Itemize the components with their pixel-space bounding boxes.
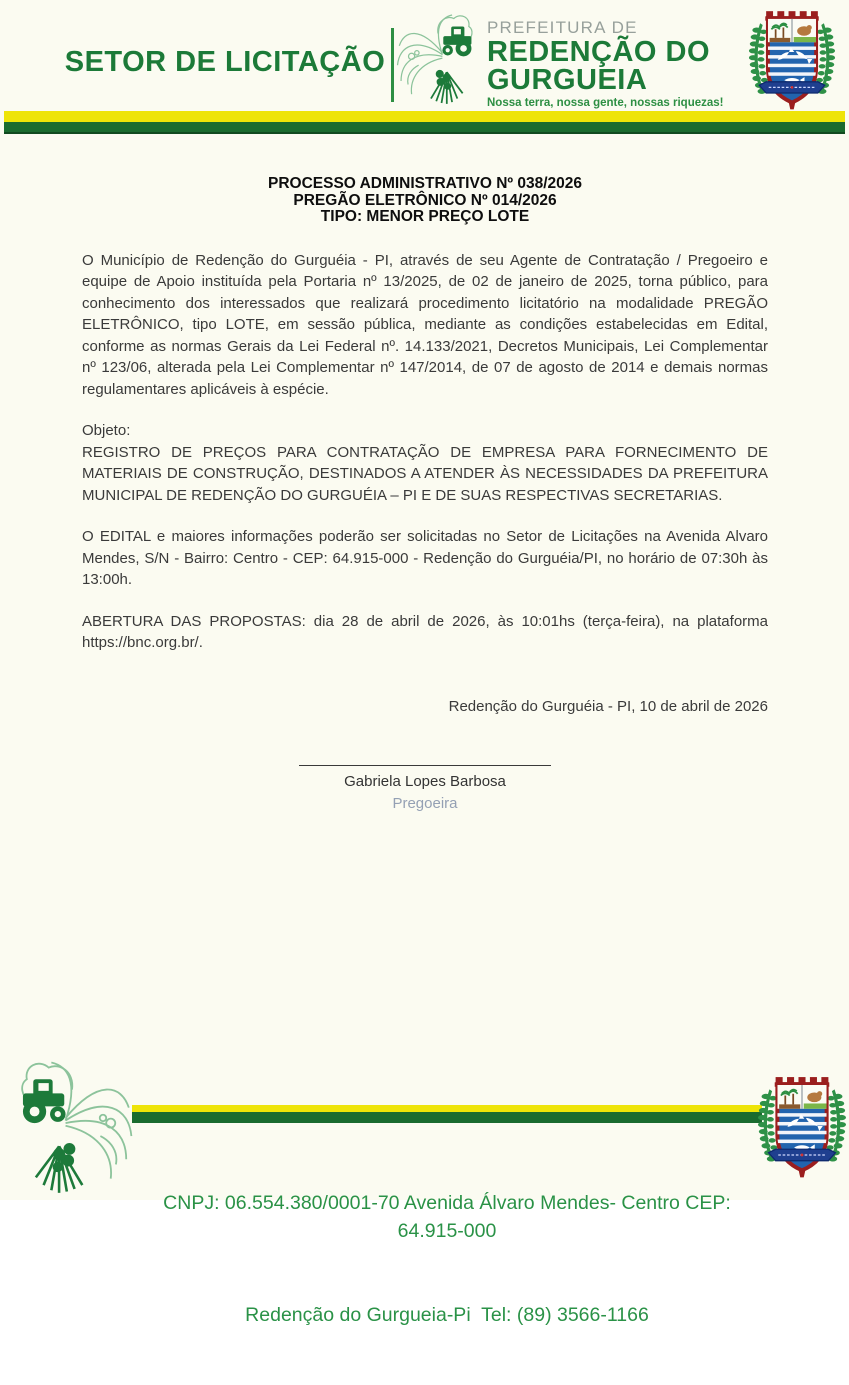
footer-city-phone: Redenção do Gurgueia-Pi Tel: (89) 3566-1166: [245, 1304, 649, 1326]
signature-line: [299, 765, 551, 766]
intro-paragraph: O Município de Redenção do Gurguéia - PI, através de seu Agente de Contratação / Pregoeiro e equipe de Apoio instituída pela Portaria nº 13/2025, de 02 de janeiro de 2025, torna público, para conhecimento dos interessados que realizará procedimento licitatório na modalidade PREGÃO ELETRÔNICO, tipo LOTE, em sessão pública, mediante as condições estabelecidas em Edital, conforme as normas Gerais da Lei Federal nº. 14.133/2021, Decretos Municipais, Lei Complementar nº 123/06, alterada pela Lei Complementar nº 147/2014, de 07 de agosto de 2014 e demais normas regulamentares aplicáveis à espécie.: [82, 251, 768, 398]
logo-slogan: Nossa terra, nossa gente, nossas riquezas!: [487, 97, 724, 109]
municipal-coat-of-arms-icon: [744, 6, 840, 118]
date-line: Redenção do Gurguéia - PI, 10 de abril de 2026: [448, 697, 768, 715]
object-text: REGISTRO DE PREÇOS PARA CONTRATAÇÃO DE EMPRESA PARA FORNECIMENTO DE MATERIAIS DE CONSTRUÇÃO, DESTINADOS A ATENDER ÀS NECESSIDADES DA PREFEITURA MUNICIPAL DE REDENÇÃO DO GURGUÉIA – PI E DE SUAS RESPECTIVAS SECRETARIAS.: [82, 443, 768, 504]
footer-cnpj-address: CNPJ: 06.554.380/0001-70 Avenida Álvaro Mendes- Centro CEP: 64.915-000: [163, 1192, 737, 1242]
agriculture-emblem-icon: [6, 1056, 138, 1198]
agriculture-emblem-icon: [394, 10, 482, 108]
city-hall-logo: [487, 18, 787, 109]
municipal-coat-of-arms-icon: [758, 1064, 846, 1194]
footer-contact-info: [128, 1133, 766, 1385]
title-pregao: PREGÃO ELETRÔNICO Nº 014/2026: [293, 191, 557, 209]
logo-city-name-line2: GURGUEIA: [487, 64, 648, 96]
edital-paragraph: O EDITAL e maiores informações poderão ser solicitadas no Setor de Licitações na Avenida Alvaro Mendes, S/N - Bairro: Centro - CEP: 64.915-000 - Redenção do Gurguéia/PI, no horário de 07:30h às 13:00h.: [82, 528, 768, 588]
sector-title: SETOR DE LICITAÇÃO: [64, 46, 386, 78]
title-tipo: TIPO: MENOR PREÇO LOTE: [320, 208, 530, 225]
header-stripe-bar: [4, 111, 845, 134]
signatory-role: Pregoeira: [392, 794, 458, 812]
signatory-name: Gabriela Lopes Barbosa: [344, 772, 506, 790]
footer-stripe-bar: [132, 1105, 762, 1123]
title-processo: PROCESSO ADMINISTRATIVO Nº 038/2026: [267, 175, 583, 192]
document-body: [82, 176, 768, 812]
proposals-opening-paragraph: ABERTURA DAS PROPOSTAS: dia 28 de abril de 2026, às 10:01hs (terça-feira), na plataforma https://bnc.org.br/.: [82, 612, 768, 651]
logo-city-name-line1: REDENÇÃO DO: [487, 36, 711, 68]
signature-block: [82, 765, 768, 812]
logo-prefeitura-label: PREFEITURA DE: [487, 18, 638, 37]
object-label: Objeto:: [82, 422, 131, 439]
document-title-block: [82, 176, 768, 226]
